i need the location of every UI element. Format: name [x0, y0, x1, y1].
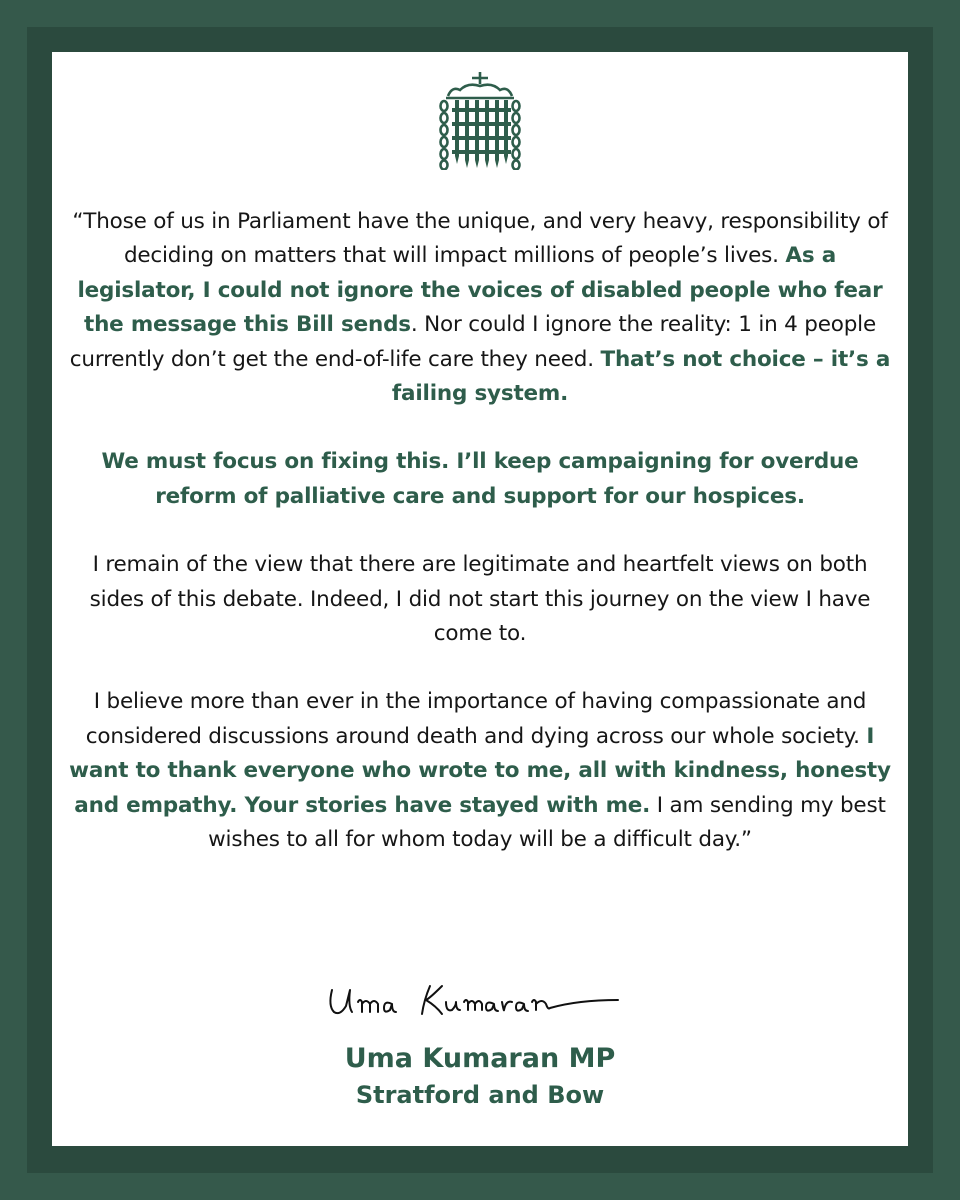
- mp-name: Uma Kumaran MP: [344, 1043, 616, 1074]
- statement-text: [66, 205, 894, 892]
- paragraph-4-text-a: I believe more than ever in the importance of having compassionate and considered discussions around death and dying across our whole society.: [85, 689, 867, 749]
- paragraph-4-text-b: I am sending my best wishes to all for whom today will be a difficult day.”: [208, 792, 886, 853]
- paragraph-1-text-b: . Nor could I ignore the reality: 1 in 4 people currently don’t get the end-of-life care they need.: [69, 312, 876, 372]
- paragraph-2-highlight: We must focus on fixing this. I’ll keep campaigning for overdue reform of palliative care and support for our hospices.: [101, 449, 859, 509]
- paragraph-3: [66, 548, 894, 651]
- paragraph-2: [66, 445, 894, 514]
- signature: [318, 976, 648, 1036]
- paragraph-3-text: I remain of the view that there are legitimate and heartfelt views on both sides of this debate. Indeed, I did not start this journey on the view I have come to.: [89, 552, 871, 647]
- paragraph-1-highlight-a: As a legislator, I could not ignore the voices of disabled people who fear the message this Bill sends: [77, 243, 883, 338]
- paragraph-1-text-a: “Those of us in Parliament have the unique, and very heavy, responsibility of deciding on matters that will impact millions of people’s lives.: [72, 209, 888, 269]
- paragraph-1-highlight-b: That’s not choice – it’s a failing system.: [391, 346, 891, 407]
- paragraph-4-highlight: I want to thank everyone who wrote to me, all with kindness, honesty and empathy. Your stories have stayed with me.: [69, 723, 891, 818]
- paragraph-1: [66, 205, 894, 411]
- paragraph-4: [66, 685, 894, 857]
- portcullis-icon: [438, 72, 522, 170]
- constituency: Stratford and Bow: [355, 1081, 605, 1109]
